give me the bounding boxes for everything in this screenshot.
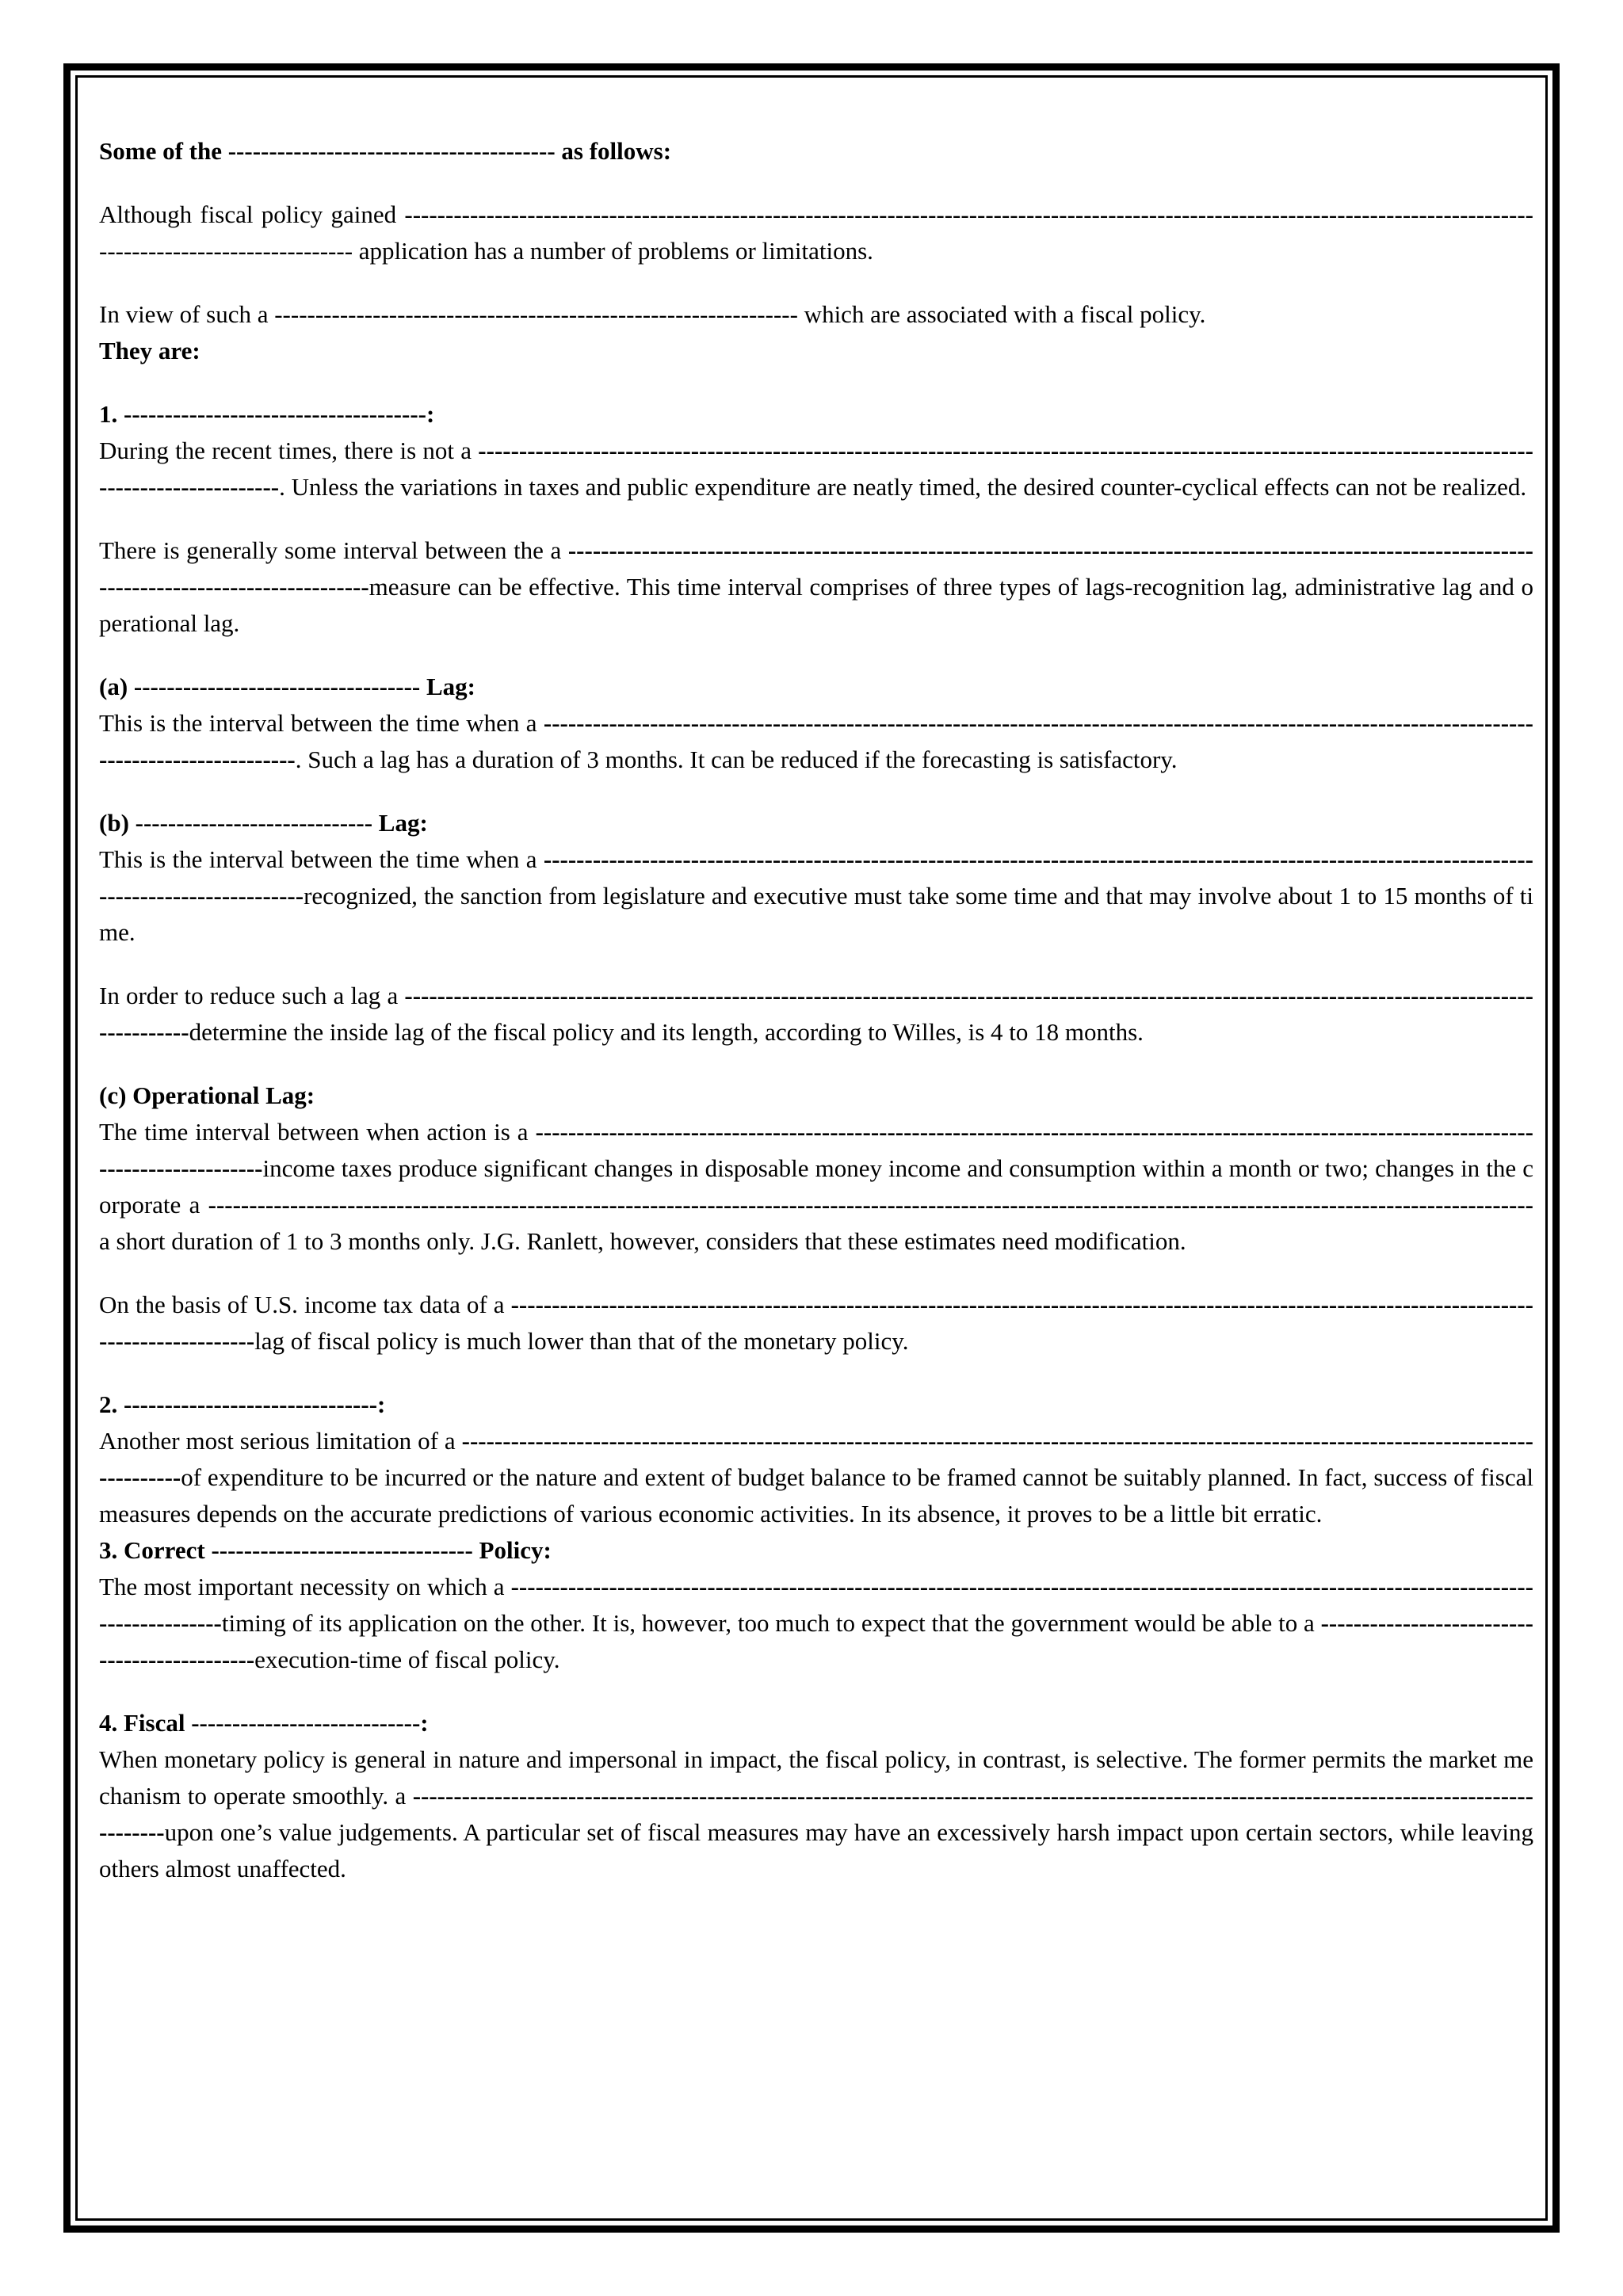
text-run: In order to reduce such a lag a	[99, 982, 405, 1009]
section-1c-paragraph-1	[99, 1114, 1533, 1260]
section-1c-paragraph-2	[99, 1287, 1533, 1360]
text-run: of expenditure to be incurred or the nature and extent of budget balance to be framed cannot be suitably planned. In fact, success of fiscal measures depends on the accurate predictions of various economic activities. In its absence, it proves to be a little bit erratic.	[99, 1463, 1533, 1527]
section-1b-paragraph-1	[99, 841, 1533, 951]
section-1-paragraph-2	[99, 532, 1533, 642]
blank-dashes: ------------------------------------------------------------------------------------------------------------------------------------------------------------------	[208, 1191, 1533, 1219]
blank-dashes: -------------------------------------------------------------------------------------------------------------------------------------------------	[99, 709, 1533, 773]
section-1b-heading: (b) ----------------------------- Lag:	[99, 809, 428, 837]
blank-dashes: --------------------------------------------------------------------------------------------------------------------------------------------------	[99, 845, 1533, 910]
text-run: . Such a lag has a duration of 3 months. It can be reduced if the forecasting is satisfactory.	[295, 746, 1178, 773]
blank-dashes: ---------------------------------------------------------------------------------------------------------------------------------------------	[99, 1427, 1533, 1491]
blank-dashes: -------------------------------------------------------------------------------------------------------------------------------------------------------	[99, 536, 1533, 601]
blank-dashes: --------------------------------------------------------------------------------------------------------------------------------------------	[99, 1573, 1533, 1637]
section-1-heading: 1. -------------------------------------:	[99, 400, 435, 428]
text-run: Another most serious limitation of a	[99, 1427, 462, 1455]
document-body	[99, 133, 1533, 1887]
blank-dashes: -------------------------------------------------------------------------------------------------------------------------------------------------	[99, 1782, 1533, 1846]
blank-dashes: -------------------------------------------------------------------------------------------------------------------------------------------------------	[99, 437, 1533, 501]
section-1b-paragraph-2	[99, 978, 1533, 1051]
intro-they-are: They are:	[99, 337, 200, 364]
text-run: This is the interval between the time when a	[99, 709, 544, 737]
section-1-paragraph-1	[99, 433, 1533, 505]
text-run: During the recent times, there is not a	[99, 437, 479, 464]
intro-heading: Some of the ---------------------------------------- as follows:	[99, 137, 672, 165]
text-run: income taxes produce significant changes in disposable money income and consumption within a month or two; changes in the corporate a	[99, 1154, 1533, 1219]
section-4-heading: 4. Fiscal ----------------------------:	[99, 1709, 429, 1737]
text-run: When monetary policy is general in nature and impersonal in impact, the fiscal policy, in contrast, is selective. The former permits the market mechanism to operate smoothly. a	[99, 1745, 1533, 1810]
intro-paragraph-2: In view of such a ---------------------------------------------------------------- which are associated with a fiscal policy.	[99, 300, 1206, 328]
text-run: This is the interval between the time when a	[99, 845, 544, 873]
text-run: lag of fiscal policy is much lower than that of the monetary policy.	[254, 1327, 909, 1355]
text-run: There is generally some interval between the a	[99, 536, 568, 564]
blank-dashes: ----------------------------------------------------------------------------------------------------------------------------------------------	[99, 1118, 1533, 1182]
text-run: recognized, the sanction from legislature and executive must take some time and that may involve about 1 to 15 months of time.	[99, 882, 1533, 946]
text-run: The time interval between when action is a	[99, 1118, 536, 1146]
text-run: The most important necessity on which a	[99, 1573, 511, 1600]
text-run: a short duration of 1 to 3 months only. J.G. Ranlett, however, considers that these estimates need modification.	[99, 1227, 1186, 1255]
intro-paragraph-1: Although fiscal policy gained ------------------------------------------------------------------------------------------------------------------------------------------------------------------------- application has a number of problems or limitations.	[99, 200, 1533, 265]
text-run: execution-time of fiscal policy.	[254, 1646, 560, 1673]
section-4-paragraph	[99, 1741, 1533, 1887]
blank-dashes: -----------------------------------------------------------------------------------------------------------------------------------------------------	[99, 982, 1533, 1046]
text-run: determine the inside lag of the fiscal policy and its length, according to Willes, is 4 to 18 months.	[189, 1018, 1144, 1046]
section-3-paragraph	[99, 1569, 1533, 1678]
section-3-heading: 3. Correct -------------------------------- Policy:	[99, 1536, 552, 1564]
text-run: . Unless the variations in taxes and public expenditure are neatly timed, the desired counter-cyclical effects can not be realized.	[279, 473, 1527, 501]
blank-dashes: ---------------------------------------------	[99, 1609, 1533, 1673]
section-1a-heading: (a) ----------------------------------- Lag:	[99, 673, 475, 700]
section-2-paragraph	[99, 1423, 1533, 1532]
blank-dashes: ------------------------------------------------------------------------------------------------------------------------------------------------	[99, 1291, 1533, 1355]
text-run: timing of its application on the other. It is, however, too much to expect that the government would be able to a	[221, 1609, 1321, 1637]
section-1a-paragraph	[99, 705, 1533, 778]
section-2-heading: 2. -------------------------------:	[99, 1390, 386, 1418]
text-run: upon one’s value judgements. A particular set of fiscal measures may have an excessively harsh impact upon certain sectors, while leaving others almost unaffected.	[99, 1818, 1533, 1882]
section-1c-heading: (c) Operational Lag:	[99, 1081, 315, 1109]
text-run: On the basis of U.S. income tax data of a	[99, 1291, 511, 1318]
text-run: measure can be effective. This time interval comprises of three types of lags-recognition lag, administrative lag and operational lag.	[99, 573, 1533, 637]
